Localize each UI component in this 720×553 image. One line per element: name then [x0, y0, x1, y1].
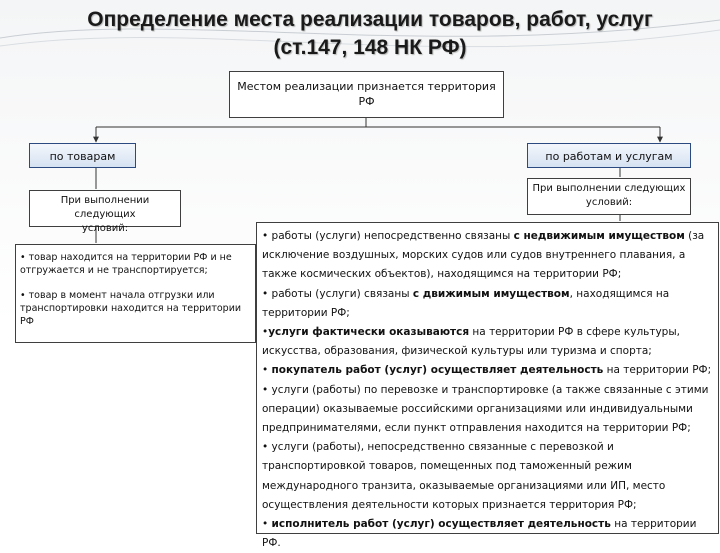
- goods-conditions-list: [15, 244, 256, 343]
- conditions-goods-line2: условий:: [81, 223, 129, 234]
- conditions-services-line1: При выполнении следующих: [532, 183, 686, 194]
- conditions-services-line2: условий:: [585, 197, 633, 208]
- services-condition-item: • услуги (работы) по перевозке и транспортировке (а также связанные с этими операции) оказываемые российскими организациями или индивидуальными предпринимателями, если пункт отправления находится на территории РФ;: [262, 383, 709, 435]
- services-condition-item: • исполнитель работ (услуг) осуществляет деятельность на территории РФ.: [262, 518, 697, 550]
- goods-condition-item: • товар находится на территории РФ и не отгружается и не транспортируется;: [20, 252, 232, 276]
- category-services: по работам и услугам: [527, 143, 691, 168]
- root-definition-line1: Местом реализации признается территория: [237, 80, 496, 93]
- goods-condition-item: • товар в момент начала отгрузки или транспортировки находится на территории РФ: [20, 290, 242, 327]
- services-condition-item: • работы (услуги) непосредственно связаны с недвижимым имуществом (за исключение воздушных, морских судов или судов внутреннего плавания, а также космических объектов), находящимся на территории РФ;: [262, 230, 705, 281]
- services-conditions-list: [256, 222, 719, 550]
- services-condition-item: • работы (услуги) связаны с движимым имуществом, находящимся на территории РФ;: [262, 287, 670, 319]
- root-definition-box: [229, 71, 504, 118]
- services-condition-item: •услуги фактически оказываются на территории РФ в сфере культуры, искусства, образования, физической культуры или туризма и спорта;: [262, 326, 680, 358]
- category-goods: по товарам: [29, 143, 136, 168]
- conditions-goods-header: [29, 190, 181, 234]
- conditions-goods-line1: При выполнении следующих: [60, 195, 150, 220]
- page-title-line1: Определение места реализации товаров, работ, услуг: [87, 8, 653, 31]
- services-condition-item: • покупатель работ (услуг) осуществляет деятельность на территории РФ;: [262, 364, 712, 377]
- services-condition-item: • услуги (работы), непосредственно связанные с перевозкой и транспортировкой товаров, помещенных под таможенный режим международного транзита, оказываемые организациями или ИП, место осуществления деятельности которых признается территория РФ;: [262, 441, 666, 511]
- conditions-services-header: [527, 178, 691, 215]
- page-title-line2: (ст.147, 148 НК РФ): [273, 36, 467, 59]
- root-definition-line2: РФ: [358, 95, 375, 108]
